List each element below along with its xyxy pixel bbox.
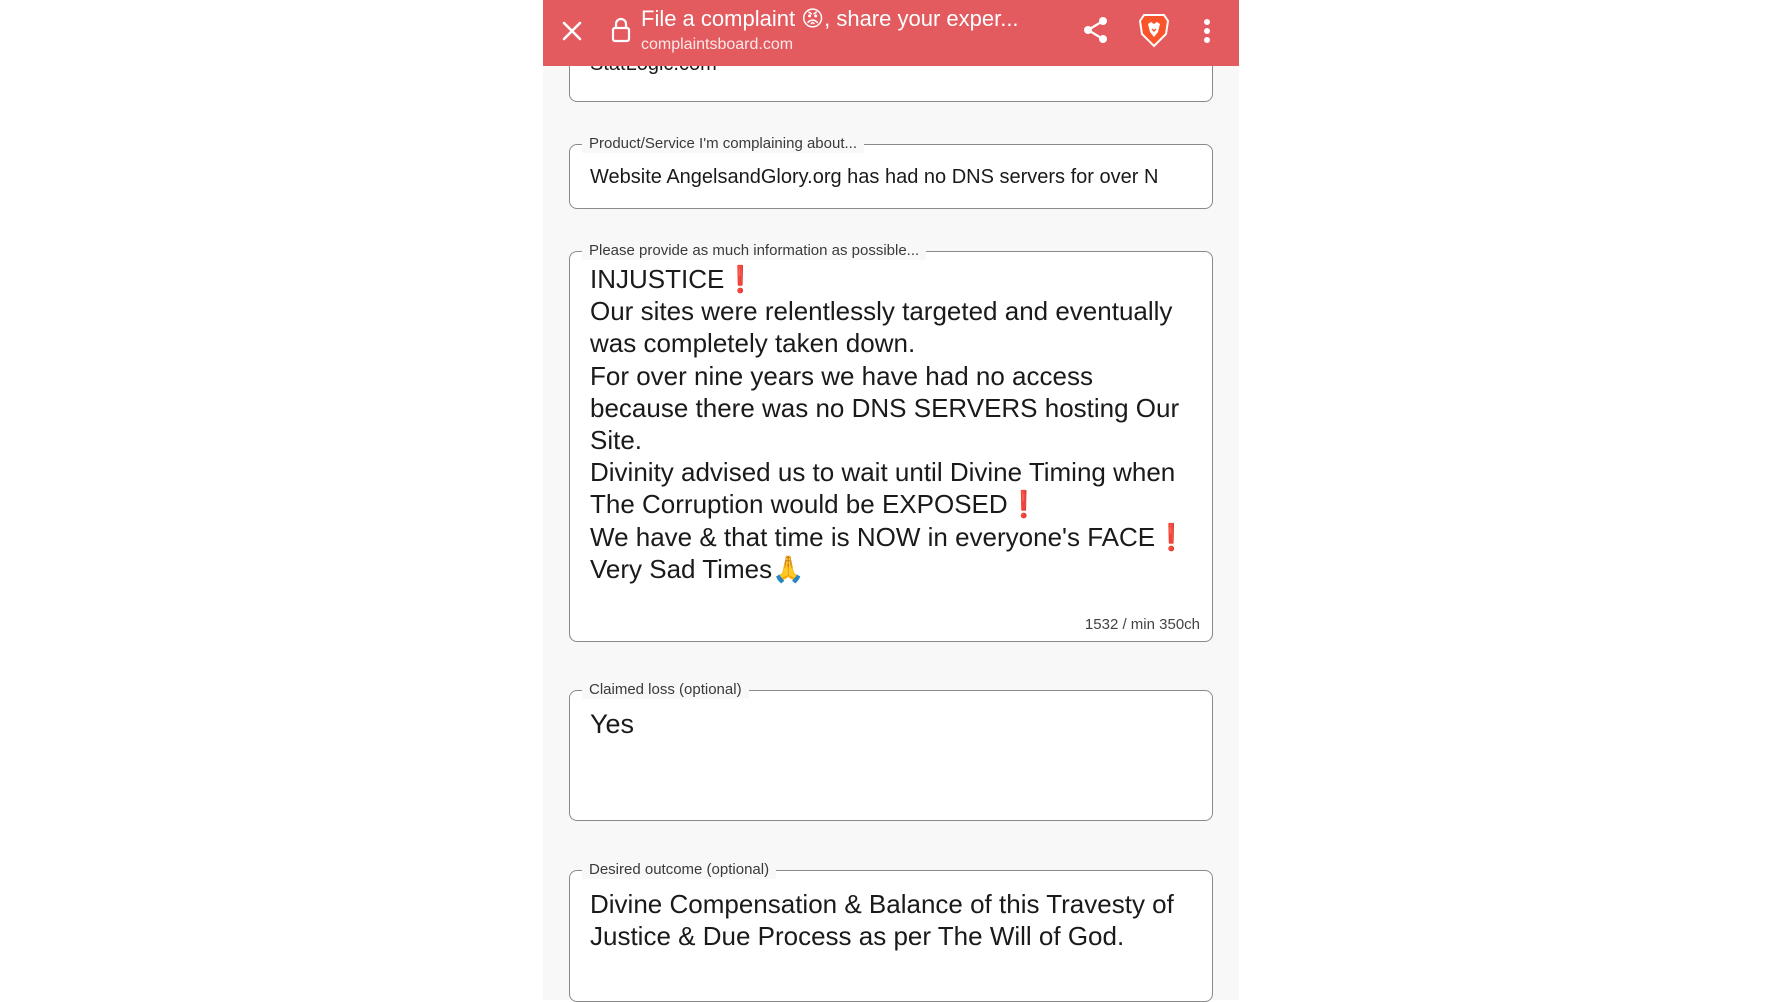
details-value: INJUSTICE❗ Our sites were relentlessly targeted and eventually was completely taken down. For over nine years we have had no access because there was no DNS SERVERS hosting Our Site. Divinity advised us to wait until Divine Timing when The Corruption would be EXPOSED❗ We have & that time is NOW in everyone's FACE❗ Very Sad Times🙏 (590, 264, 1188, 584)
product-field-label: Product/Service I'm complaining about... (582, 135, 864, 153)
desired-outcome-field[interactable] (569, 861, 1213, 1002)
lock-icon[interactable] (611, 17, 631, 43)
browser-toolbar (543, 0, 1239, 66)
details-field-label: Please provide as much information as possible... (582, 242, 926, 260)
product-value: Website AngelsandGlory.org has had no DNS servers for over N (590, 166, 1159, 188)
mobile-browser-screen (543, 0, 1239, 1000)
claimed-loss-field[interactable] (569, 681, 1213, 821)
details-textarea[interactable] (569, 242, 1213, 642)
claimed-loss-label: Claimed loss (optional) (582, 681, 749, 699)
desired-outcome-label: Desired outcome (optional) (582, 861, 776, 879)
share-icon[interactable] (1082, 16, 1110, 44)
close-icon[interactable] (561, 20, 583, 42)
claimed-loss-value: Yes (590, 709, 635, 739)
more-vert-icon[interactable] (1203, 18, 1211, 44)
desired-outcome-value: Divine Compensation & Balance of this Travesty of Justice & Due Process as per The Will of God. (590, 889, 1182, 951)
product-field[interactable] (569, 135, 1213, 209)
brave-lion-icon[interactable] (1138, 12, 1170, 48)
character-counter: 1532 / min 350ch (1084, 616, 1200, 633)
url-text[interactable]: complaintsboard.com (641, 36, 794, 53)
page-title[interactable]: File a complaint 😡, share your exper... (641, 6, 1019, 31)
